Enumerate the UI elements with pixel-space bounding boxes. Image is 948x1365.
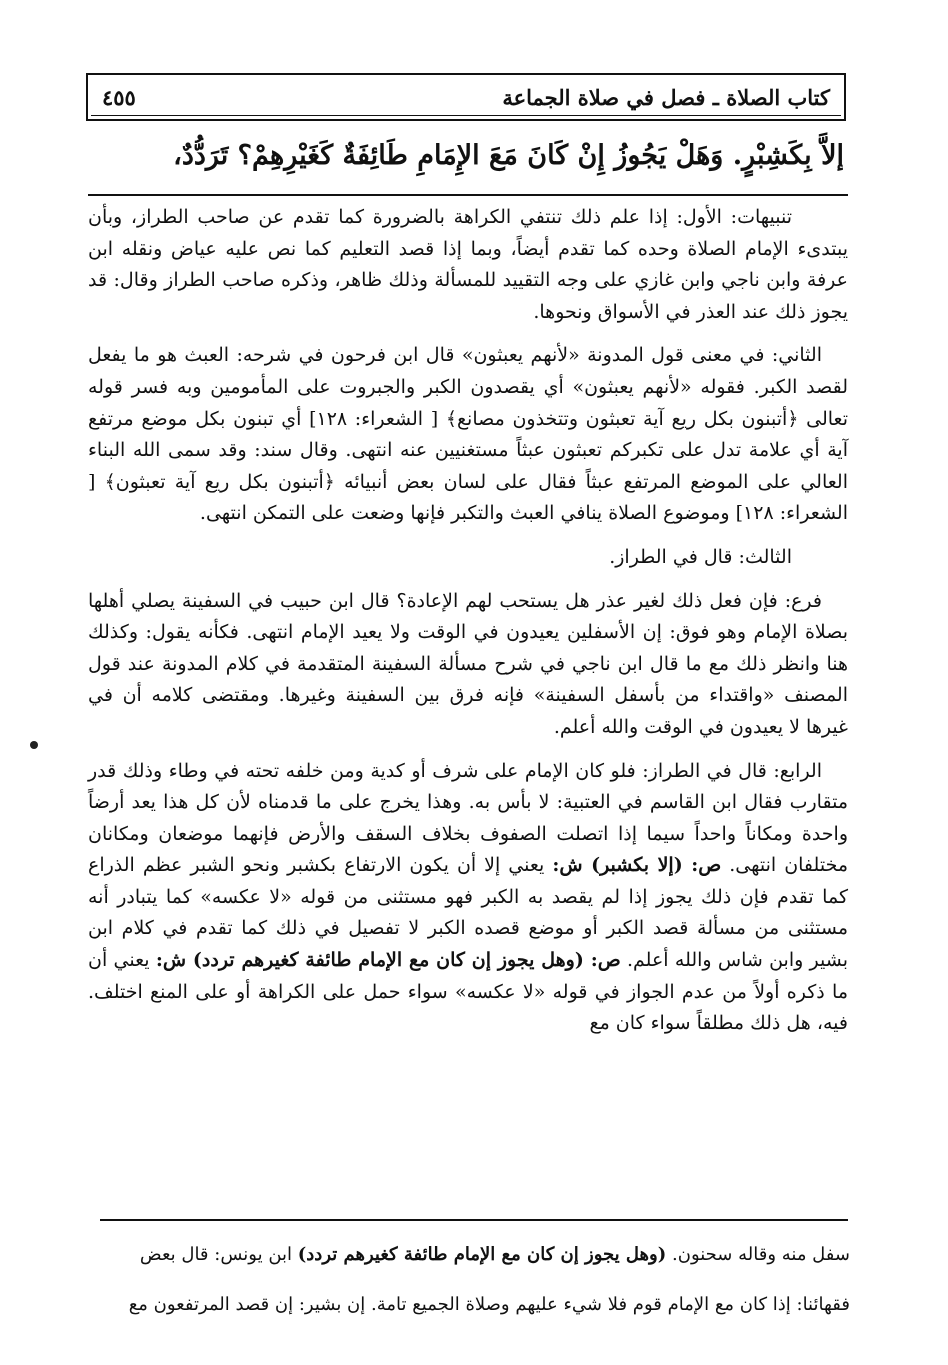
paragraph-fourth-note bbox=[88, 756, 848, 1040]
page-number: ٤٥٥ bbox=[102, 85, 136, 110]
footnote-divider bbox=[100, 1219, 848, 1221]
footnote-line: فقهائنا: إذا كان مع الإمام قوم فلا شيء عليهم وصلاة الجميع تامة. إن بشير: إن قصد المرتفعون مع bbox=[128, 1294, 850, 1315]
footnote-text-a: سفل منه وقاله سحنون. bbox=[672, 1244, 850, 1265]
running-header bbox=[86, 73, 846, 121]
margin-mark bbox=[30, 741, 38, 749]
footnote-text-b: ابن يونس: قال بعض bbox=[139, 1244, 293, 1265]
fourth-note-text: الرابع: قال في الطراز: فلو كان الإمام على شرف أو كدية ومن خلفه تحته في وطاء وذلك قدر متقارب فقال ابن القاسم في العتبية: لا بأس به. وهذا يخرج على ما قدمناه لأن كل هذا يعد أرضاً واحدة ومكاناً واحداً سيما إذا اتصلت الصفوف بخلاف السقف والأرض فإنهما موضعان ومكانان مختلفان انتهى. bbox=[88, 759, 849, 877]
matn-text: إلاَّ بِكَشِبْرٍ. وَهَلْ يَجُوزُ إِنْ كَانَ مَعَ الإِمَامِ طَائِفَةٌ كَغَيْرِهِمْ؟ تَرَدُّدٌ، bbox=[173, 140, 844, 171]
footnote-line bbox=[88, 1230, 850, 1280]
commentary-body bbox=[88, 202, 848, 1052]
matn-quote-taraddud: ص: (وهل يجوز إن كان مع الإمام طائفة كغيرهم تردد) ش: bbox=[155, 949, 621, 972]
footnote-block bbox=[88, 1230, 850, 1330]
paragraph-first-note: تنبيهات: الأول: إذا علم ذلك تنتفي الكراهة بالضرورة كما تقدم عن صاحب الطراز، وبأن يبتدىء الإمام الصلاة وحده كما تقدم أيضاً، وبما إذا قصد التعليم كما نص عليه عياض ونقله ابن عرفة وابن ناجي وابن غازي على وجه التقييد للمسألة وذلك ظاهر، وذكره صاحب الطراز وقال: قد يجوز ذلك عند العذر في الأسواق ونحوها. bbox=[88, 206, 848, 323]
paragraph-second-note: الثاني: في معنى قول المدونة «لأنهم يعبثون» قال ابن فرحون في شرحه: العبث هو ما يفعل لقصد الكبر. فقوله «لأنهم يعبثون» أي يقصدون الكبر والجبروت على المأمومين وبه فسر قوله تعالى ﴿أتبنون بكل ريع آية تعبثون وتتخذون مصانع﴾ [ الشعراء: ١٢٨] أي تبنون بكل موضع مرتفع آية أي علامة تدل على تكبركم تعبثون عبثاً مستغنيين عنه انتهى. وقال سند: وقد سمى الله البناء العالي على الموضع المرتفع عبثاً فقال على لسان بعض أنبيائه ﴿أتبنون بكل ريع آية تعبثون﴾ [ الشعراء: ١٢٨] وموضوع الصلاة ينافي العبث والتكبر فإنها وضعت على التمكن انتهى. bbox=[88, 344, 848, 525]
fourth-note-continuation: يعني أن ما ذكره أولاً من عدم الجواز في قوله «لا عكسه» سواء حمل على الكراهة أو على المنع اختلف. فيه، هل ذلك مطلقاً سواء كان مع bbox=[88, 949, 848, 1035]
matn-quote-bikashibr: ص: (إلا بكشبر) ش: bbox=[552, 854, 722, 877]
fourth-note-explanation: يعني إلا أن يكون الارتفاع بكشبر ونحو الشبر عظم الذراع كما تقدم فإن ذلك يجوز إذا لم يقصد به الكبر فهو مستثنى من قوله «لا عكسه» كما يتبادر أنه مستثنى من مسألة قصد الكبر أو موضع قصده الكبر لا تفصيل في ذلك كما تقدم في كلام ابن بشير وابن شاس والله أعلم. bbox=[88, 854, 849, 972]
matn-divider bbox=[88, 194, 848, 196]
paragraph-third-note: الثالث: قال في الطراز. bbox=[609, 545, 792, 568]
chapter-title: كتاب الصلاة ـ فصل في صلاة الجماعة bbox=[502, 85, 830, 110]
paragraph-branch: فرع: فإن فعل ذلك لغير عذر هل يستحب لهم الإعادة؟ قال ابن حبيب في السفينة يصلي أهلها بصلاة الإمام وهو فوق: إن الأسفلين يعيدون في الوقت ولا يعيد الإمام انتهى. فكأنه يقول: وكذلك هنا وانظر ذلك مع ما قال ابن ناجي في شرح مسألة السفينة المتقدمة في كلام المدونة عند قول المصنف «واقتداء من بأسفل السفينة» فإنه فرق بين السفينة وغيرها. ومقتضى كلامه أن في غيرها لا يعيدون في الوقت والله أعلم. bbox=[88, 589, 848, 738]
footnote-matn-quote: (وهل يجوز إن كان مع الإمام طائفة كغيرهم تردد) bbox=[297, 1244, 667, 1265]
